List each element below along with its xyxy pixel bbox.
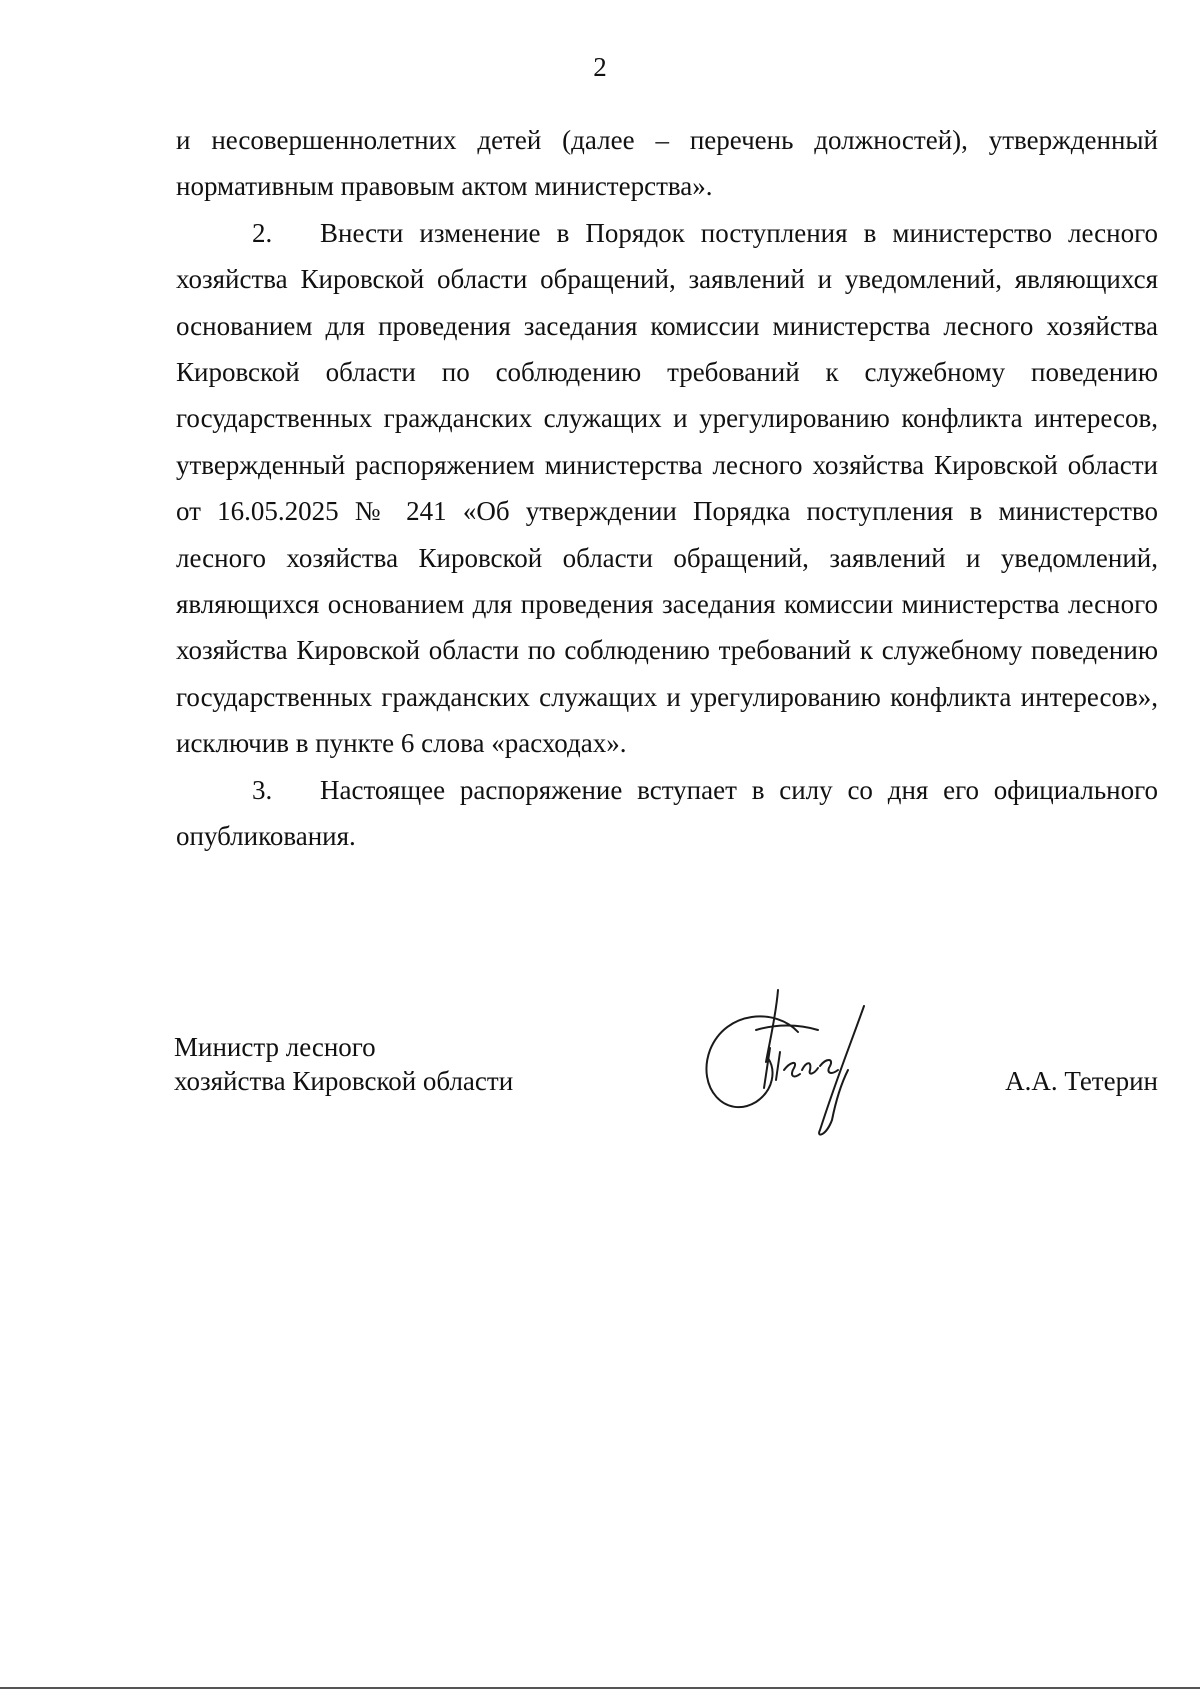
page-bottom-edge (0, 1687, 1200, 1689)
signatory-position (174, 1030, 594, 1098)
signatory-name: А.А. Тетерин (1005, 1066, 1158, 1096)
handwritten-signature (686, 970, 906, 1140)
signatory-position-line-1: Министр лесного (174, 1032, 376, 1062)
paragraph-continuation: и несовершеннолетних детей (далее – перечень должностей), утвержденный нормативным правовым актом министерства». (176, 125, 1158, 202)
page-number: 2 (593, 52, 607, 82)
item-3-number: 3. (252, 774, 273, 805)
signatory-position-line-2: хозяйства Кировской области (174, 1066, 514, 1096)
item-2-number: 2. (252, 217, 273, 248)
document-body (176, 117, 1158, 860)
item-3-text: Настоящее распоряжение вступает в силу со дня его официального опубликования. (176, 774, 1158, 852)
paragraph-item-2 (176, 210, 1158, 767)
paragraph-item-3 (176, 767, 1158, 860)
item-2-text: Внести изменение в Порядок поступления в министерство лесного хозяйства Кировской области обращений, заявлений и уведомлений, являющихся основанием для проведения заседания комиссии министерства лесного хозяйства Кировской области по соблюдению требований к служебному поведению государственных гражданских служащих и урегулированию конфликта интересов, утвержденный распоряжением министерства лесного хозяйства Кировской области от 16.05.2025 № 241 «Об утверждении Порядка поступления в министерство лесного хозяйства Кировской области обращений, заявлений и уведомлений, являющихся основанием для проведения заседания комиссии министерства лесного хозяйства Кировской области по соблюдению требований к служебному поведению государственных гражданских служащих и урегулированию конфликта интересов», исключив в пункте 6 слова «расходах». (176, 217, 1158, 759)
